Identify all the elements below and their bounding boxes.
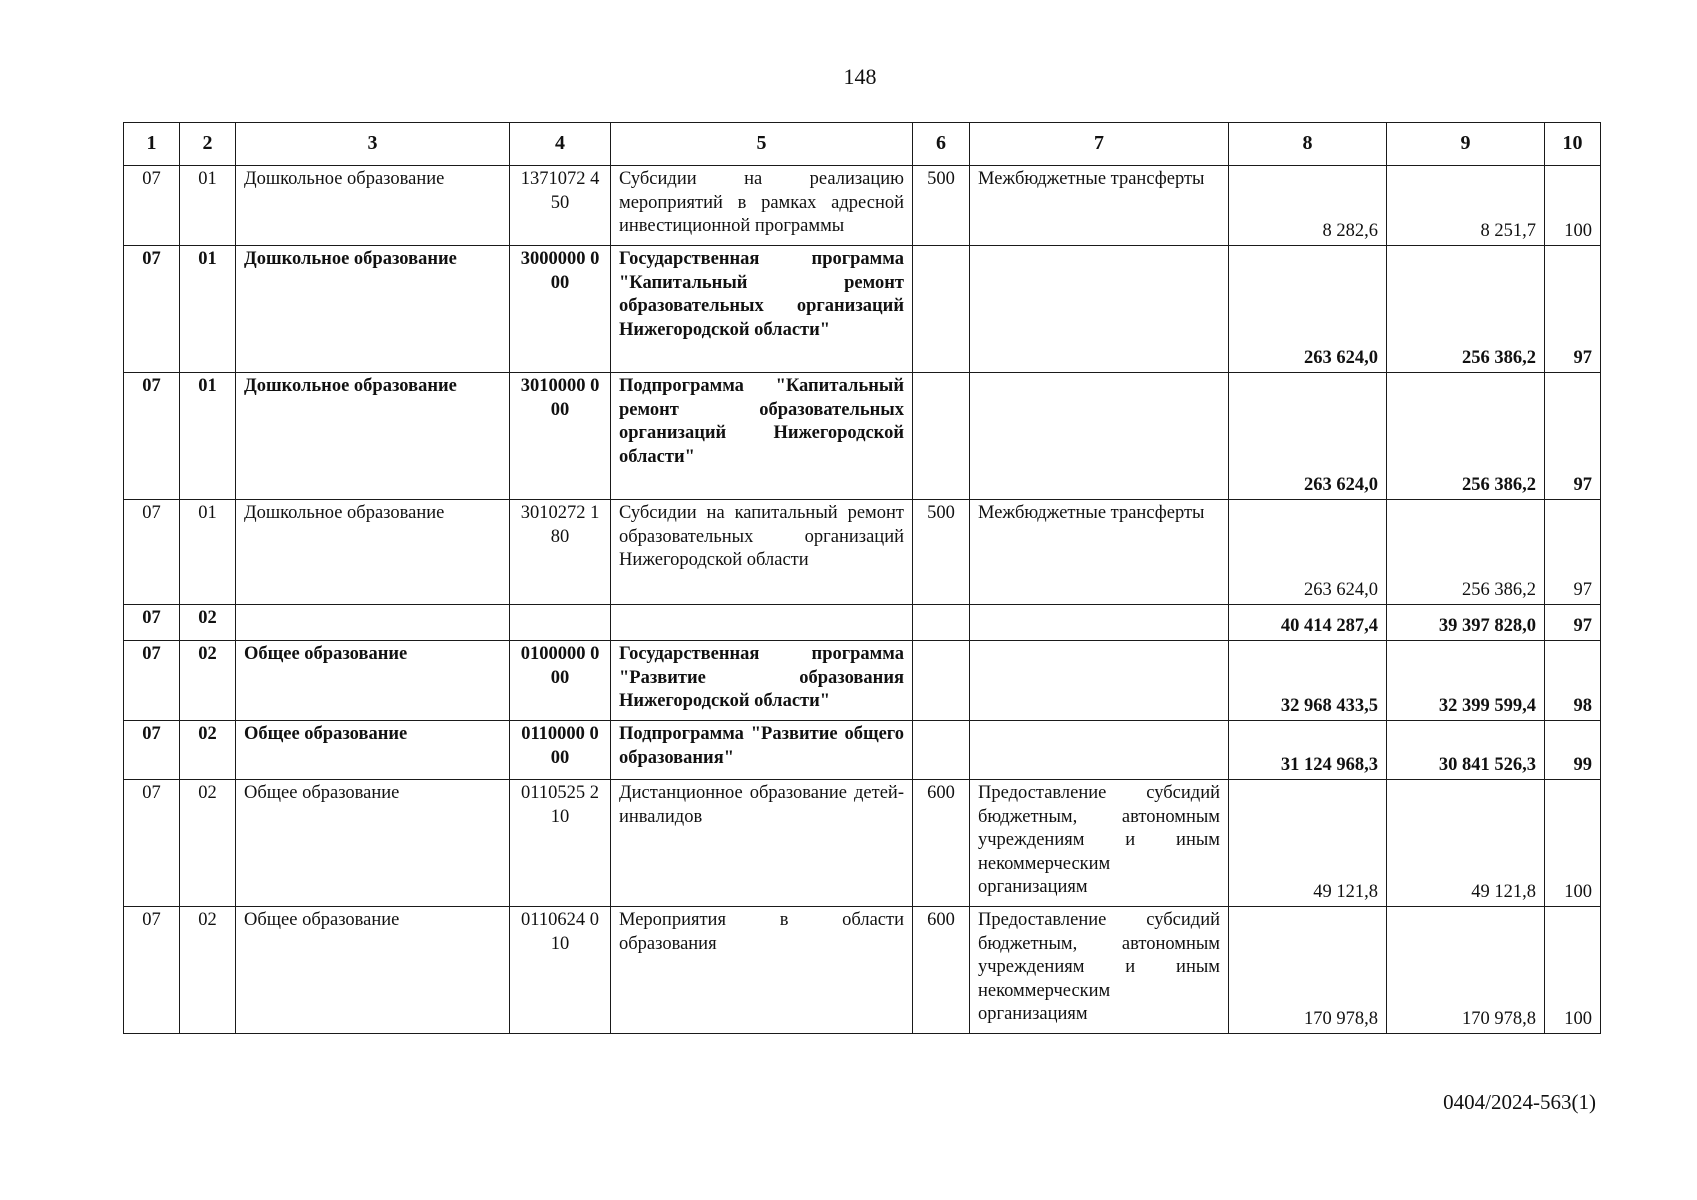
table-row: [124, 500, 1601, 605]
planned-amount-cell: 8 282,6: [1229, 166, 1387, 246]
planned-amount-cell: 263 624,0: [1229, 500, 1387, 605]
section-code-cell: 07: [124, 373, 180, 500]
planned-amount-cell: 263 624,0: [1229, 246, 1387, 373]
subsection-code-cell: 01: [180, 373, 236, 500]
section-name-cell: Общее образование: [236, 641, 510, 721]
table-row: [124, 373, 1601, 500]
percent-cell: 97: [1545, 605, 1601, 641]
document-code: 0404/2024-563(1): [1443, 1090, 1596, 1114]
expense-type-code-cell: [913, 721, 970, 780]
table-row: [124, 641, 1601, 721]
article-name-cell: Субсидии на реализацию мероприятий в рамках адресной инвестиционной программы: [611, 166, 913, 246]
expense-type-name-cell: Предоставление субсидий бюджетным, автономным учреждениям и иным некоммерческим организациям: [970, 907, 1229, 1034]
section-name-cell: [236, 605, 510, 641]
table-row: [124, 721, 1601, 780]
section-code-cell: 07: [124, 166, 180, 246]
target-article-cell: [510, 605, 611, 641]
column-header: 3: [236, 123, 510, 166]
percent-cell: 98: [1545, 641, 1601, 721]
subsection-code-cell: 01: [180, 166, 236, 246]
table-row: [124, 780, 1601, 907]
percent-cell: 97: [1545, 373, 1601, 500]
budget-table: [123, 122, 1601, 1034]
column-header: 7: [970, 123, 1229, 166]
target-article-cell: 0110525 210: [510, 780, 611, 907]
table-row: [124, 166, 1601, 246]
table-row: [124, 907, 1601, 1034]
target-article-cell: 3010000 000: [510, 373, 611, 500]
column-header: 1: [124, 123, 180, 166]
percent-cell: 100: [1545, 780, 1601, 907]
subsection-code-cell: 02: [180, 641, 236, 721]
target-article-cell: 0110624 010: [510, 907, 611, 1034]
section-name-cell: Общее образование: [236, 780, 510, 907]
actual-amount-cell: 256 386,2: [1387, 500, 1545, 605]
percent-cell: 99: [1545, 721, 1601, 780]
expense-type-name-cell: [970, 246, 1229, 373]
target-article-cell: 3000000 000: [510, 246, 611, 373]
percent-cell: 97: [1545, 500, 1601, 605]
article-name-cell: Государственная программа "Развитие образования Нижегородской области": [611, 641, 913, 721]
planned-amount-cell: 49 121,8: [1229, 780, 1387, 907]
column-header: 8: [1229, 123, 1387, 166]
expense-type-name-cell: Предоставление субсидий бюджетным, автономным учреждениям и иным некоммерческим организациям: [970, 780, 1229, 907]
percent-cell: 100: [1545, 907, 1601, 1034]
section-name-cell: Общее образование: [236, 907, 510, 1034]
planned-amount-cell: 32 968 433,5: [1229, 641, 1387, 721]
section-name-cell: Дошкольное образование: [236, 166, 510, 246]
actual-amount-cell: 256 386,2: [1387, 246, 1545, 373]
article-name-cell: [611, 605, 913, 641]
expense-type-code-cell: 600: [913, 907, 970, 1034]
actual-amount-cell: 256 386,2: [1387, 373, 1545, 500]
expense-type-code-cell: [913, 641, 970, 721]
expense-type-name-cell: [970, 373, 1229, 500]
expense-type-code-cell: [913, 373, 970, 500]
actual-amount-cell: 8 251,7: [1387, 166, 1545, 246]
section-code-cell: 07: [124, 721, 180, 780]
planned-amount-cell: 31 124 968,3: [1229, 721, 1387, 780]
target-article-cell: 0100000 000: [510, 641, 611, 721]
column-header: 9: [1387, 123, 1545, 166]
table-row: [124, 246, 1601, 373]
column-header: 5: [611, 123, 913, 166]
header-row: [124, 123, 1601, 166]
section-name-cell: Дошкольное образование: [236, 246, 510, 373]
article-name-cell: Субсидии на капитальный ремонт образовательных организаций Нижегородской области: [611, 500, 913, 605]
subsection-code-cell: 01: [180, 500, 236, 605]
table-body: [124, 166, 1601, 1034]
actual-amount-cell: 39 397 828,0: [1387, 605, 1545, 641]
page-number: 148: [843, 64, 877, 89]
section-code-cell: 07: [124, 246, 180, 373]
expense-type-code-cell: 600: [913, 780, 970, 907]
expense-type-code-cell: [913, 246, 970, 373]
expense-type-name-cell: Межбюджетные трансферты: [970, 166, 1229, 246]
target-article-cell: 1371072 450: [510, 166, 611, 246]
target-article-cell: 0110000 000: [510, 721, 611, 780]
expense-type-code-cell: [913, 605, 970, 641]
subsection-code-cell: 02: [180, 721, 236, 780]
expense-type-name-cell: [970, 721, 1229, 780]
actual-amount-cell: 32 399 599,4: [1387, 641, 1545, 721]
section-name-cell: Дошкольное образование: [236, 500, 510, 605]
actual-amount-cell: 30 841 526,3: [1387, 721, 1545, 780]
percent-cell: 100: [1545, 166, 1601, 246]
planned-amount-cell: 263 624,0: [1229, 373, 1387, 500]
expense-type-name-cell: Межбюджетные трансферты: [970, 500, 1229, 605]
article-name-cell: Государственная программа "Капитальный ремонт образовательных организаций Нижегородской области": [611, 246, 913, 373]
subsection-code-cell: 02: [180, 605, 236, 641]
expense-type-code-cell: 500: [913, 500, 970, 605]
expense-type-name-cell: [970, 605, 1229, 641]
section-name-cell: Дошкольное образование: [236, 373, 510, 500]
section-name-cell: Общее образование: [236, 721, 510, 780]
subsection-code-cell: 02: [180, 907, 236, 1034]
planned-amount-cell: 40 414 287,4: [1229, 605, 1387, 641]
expense-type-name-cell: [970, 641, 1229, 721]
section-code-cell: 07: [124, 907, 180, 1034]
table-row: [124, 605, 1601, 641]
target-article-cell: 3010272 180: [510, 500, 611, 605]
planned-amount-cell: 170 978,8: [1229, 907, 1387, 1034]
percent-cell: 97: [1545, 246, 1601, 373]
article-name-cell: Подпрограмма "Развитие общего образования": [611, 721, 913, 780]
article-name-cell: Мероприятия в области образования: [611, 907, 913, 1034]
column-header: 6: [913, 123, 970, 166]
subsection-code-cell: 01: [180, 246, 236, 373]
actual-amount-cell: 49 121,8: [1387, 780, 1545, 907]
section-code-cell: 07: [124, 605, 180, 641]
column-header: 2: [180, 123, 236, 166]
section-code-cell: 07: [124, 641, 180, 721]
column-header: 10: [1545, 123, 1601, 166]
section-code-cell: 07: [124, 780, 180, 907]
article-name-cell: Дистанционное образование детей-инвалидов: [611, 780, 913, 907]
expense-type-code-cell: 500: [913, 166, 970, 246]
section-code-cell: 07: [124, 500, 180, 605]
article-name-cell: Подпрограмма "Капитальный ремонт образовательных организаций Нижегородской области": [611, 373, 913, 500]
column-header: 4: [510, 123, 611, 166]
subsection-code-cell: 02: [180, 780, 236, 907]
actual-amount-cell: 170 978,8: [1387, 907, 1545, 1034]
